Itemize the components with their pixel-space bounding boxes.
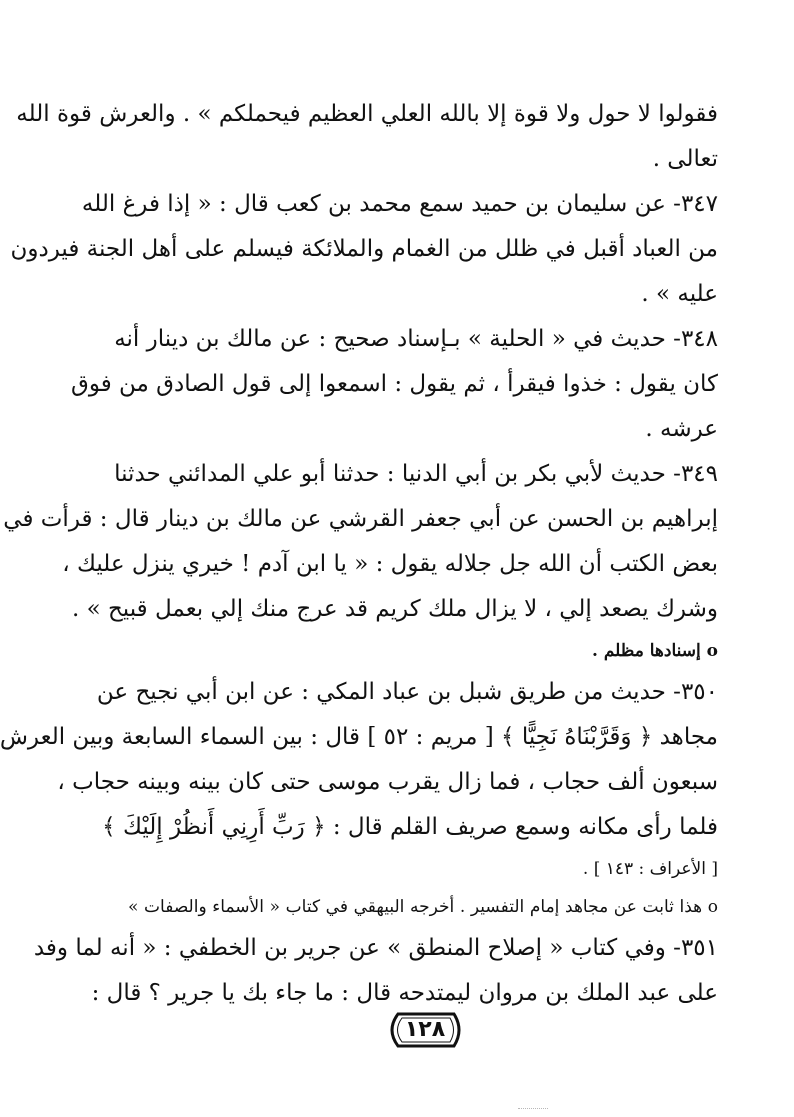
source-note: o هذا ثابت عن مجاهد إمام التفسير . أخرجه البيهقي في كتاب « الأسماء والصفات » <box>128 897 718 917</box>
text-line: فقولوا لا حول ولا قوة إلا بالله العلي العظيم فيحملكم » . والعرش قوة الله <box>16 101 718 127</box>
text-line: إبراهيم بن الحسن عن أبي جعفر القرشي عن مالك بن دينار قال : قرأت في <box>3 506 718 532</box>
scan-artifact <box>518 1108 548 1110</box>
text-line: من العباد أقبل في ظلل من الغمام والملائكة فيسلم على أهل الجنة فيردون <box>10 236 718 262</box>
quran-reference: [ الأعراف : ١٤٣ ] . <box>582 859 718 879</box>
text-line: على عبد الملك بن مروان ليمتدحه قال : ما جاء بك يا جرير ؟ قال : <box>91 980 718 1006</box>
text-line: ٣٤٨- حديث في « الحلية » بـإسناد صحيح : عن مالك بن دينار أنه <box>114 326 718 352</box>
text-line: تعالى . <box>652 146 718 172</box>
text-line: عرشه . <box>645 416 718 442</box>
text-line: بعض الكتب أن الله جل جلاله يقول : « يا ابن آدم ! خيري ينزل عليك ، <box>62 551 718 577</box>
page-number: ١٢٨ <box>404 1017 446 1042</box>
text-line: ٣٥٠- حديث من طريق شبل بن عباد المكي : عن ابن أبي نجيح عن <box>96 679 718 705</box>
text-line: عليه » . <box>641 281 718 307</box>
text-line: وشرك يصعد إلي ، لا يزال ملك كريم قد عرج منك إلي بعمل قبيح » . <box>71 596 718 622</box>
text-line: كان يقول : خذوا فيقرأ ، ثم يقول : اسمعوا إلى قول الصادق من فوق <box>71 371 718 397</box>
page-body-text <box>0 92 718 1016</box>
page-number-badge <box>384 1010 466 1050</box>
text-line: سبعون ألف حجاب ، فما زال يقرب موسى حتى كان بينه وبينه حجاب ، <box>57 769 718 795</box>
text-line: ٣٤٧- عن سليمان بن حميد سمع محمد بن كعب قال : « إذا فرغ الله <box>81 191 718 217</box>
text-line: ٣٤٩- حديث لأبي بكر بن أبي الدنيا : حدثنا أبو علي المدائني حدثنا <box>114 461 718 487</box>
text-line: فلما رأى مكانه وسمع صريف القلم قال : ﴿ رَبِّ أَرِنِي أَنظُرْ إِلَيْكَ ﴾ <box>102 814 718 840</box>
text-line: ٣٥١- وفي كتاب « إصلاح المنطق » عن جرير بن الخطفي : « أنه لما وفد <box>33 935 718 961</box>
isnad-note: o إسنادها مظلم . <box>591 641 718 661</box>
text-line: مجاهد ﴿ وَقَرَّبْنَاهُ نَجِيًّا ﴾ [ مريم : ٥٢ ] قال : بين السماء السابعة وبين العرش <box>0 724 718 750</box>
